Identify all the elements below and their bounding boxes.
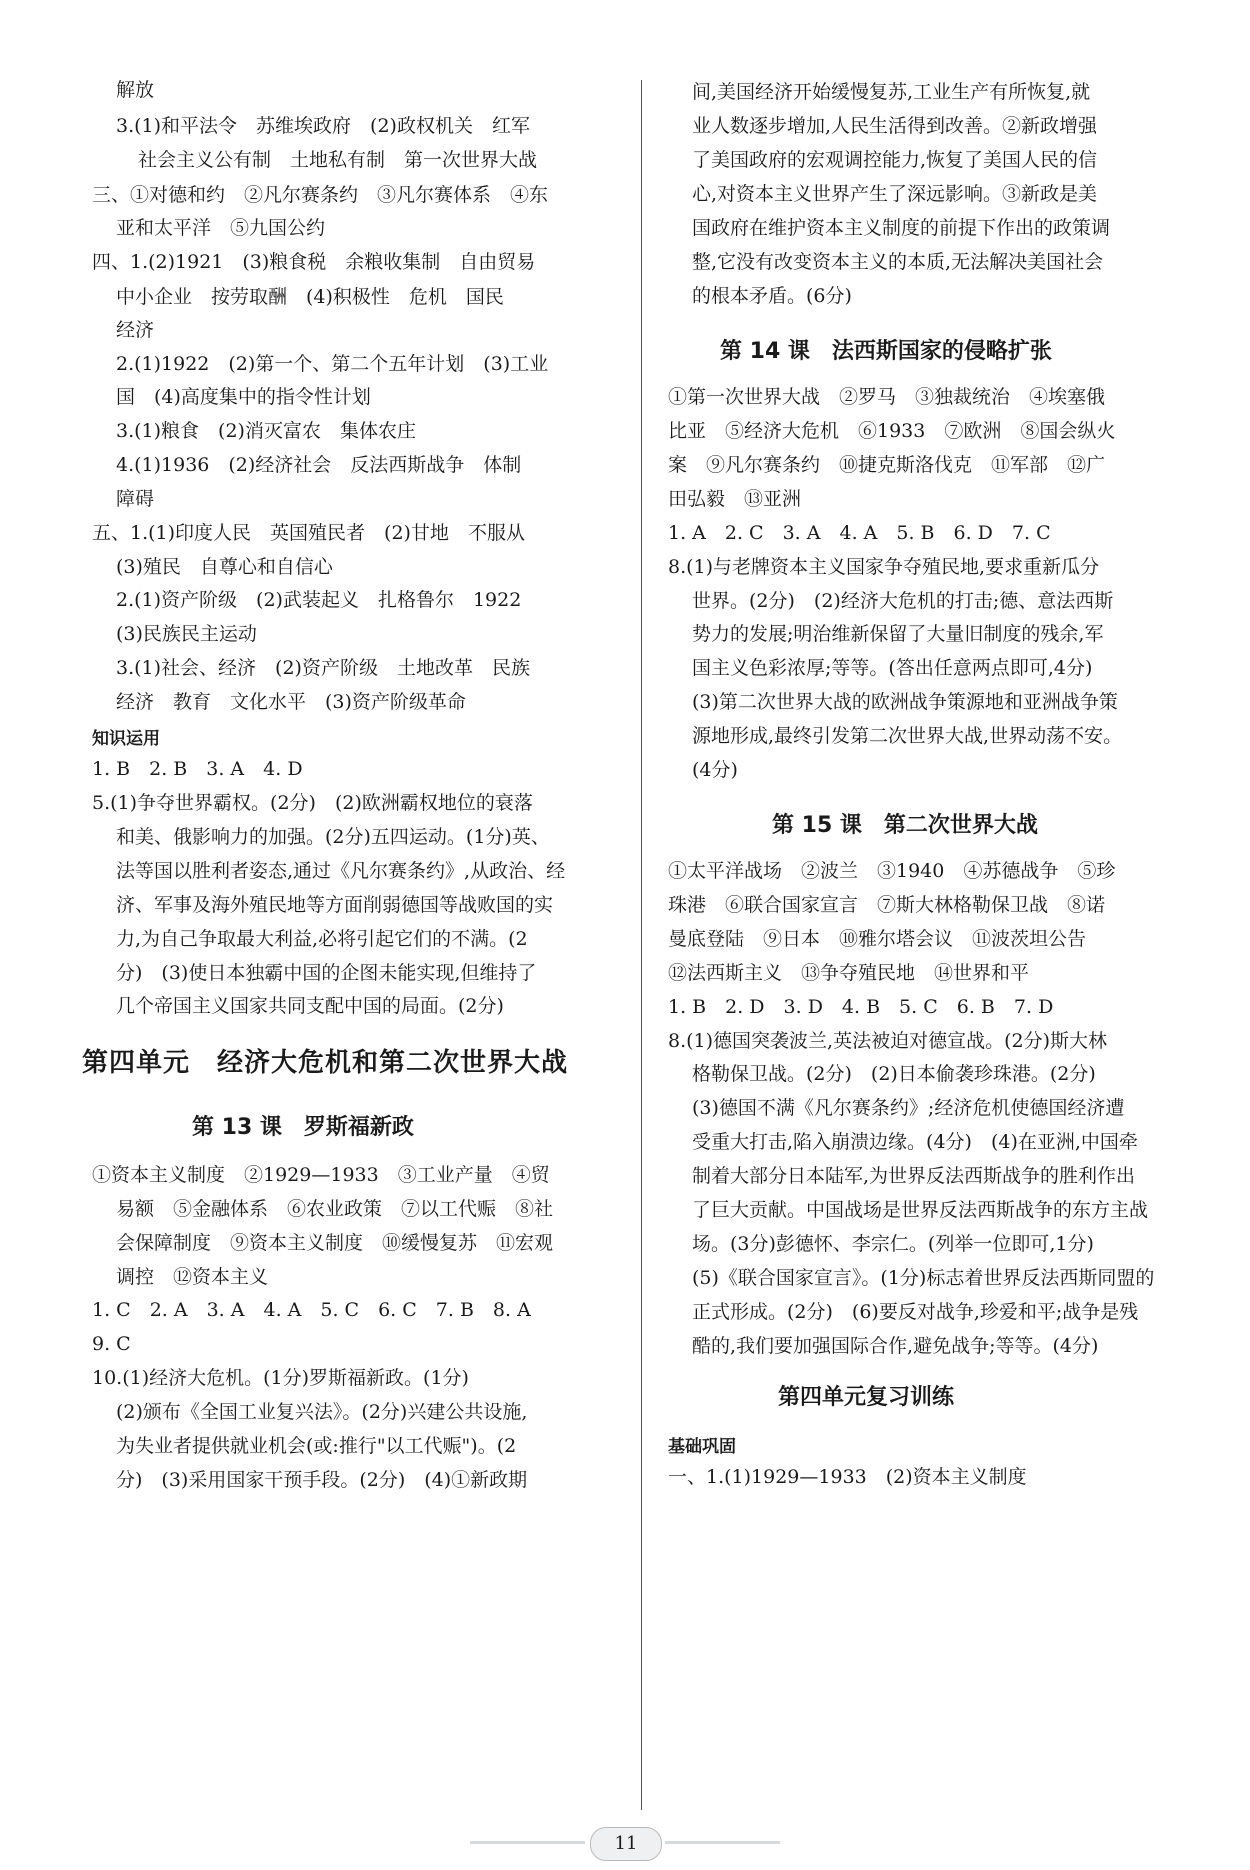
text-line: 3.(1)社会、经济 (2)资产阶级 土地改革 民族 xyxy=(116,657,530,679)
text-line: 受重大打击,陷入崩溃边缘。(4分) (4)在亚洲,中国牵 xyxy=(692,1131,1138,1153)
text-line: 心,对资本主义世界产生了深远影响。③新政是美 xyxy=(692,183,1098,205)
section-heading: 基础巩固 xyxy=(668,1437,736,1457)
text-line: 世界。(2分) (2)经济大危机的打击;德、意法西斯 xyxy=(692,590,1114,612)
text-line: 源地形成,最终引发第二次世界大战,世界动荡不安。 xyxy=(692,725,1123,747)
column-divider xyxy=(641,80,642,1810)
text-line: (2)颁布《全国工业复兴法》。(2分)兴建公共设施, xyxy=(116,1401,528,1423)
text-line: 国政府在维护资本主义制度的前提下作出的政策调 xyxy=(692,217,1111,239)
text-line: 5.(1)争夺世界霸权。(2分) (2)欧洲霸权地位的衰落 xyxy=(92,792,533,814)
text-line: 几个帝国主义国家共同支配中国的局面。(2分) xyxy=(116,995,504,1017)
text-line: 间,美国经济开始缓慢复苏,工业生产有所恢复,就 xyxy=(692,81,1091,103)
text-line: 了巨大贡献。中国战场是世界反法西斯战争的东方主战 xyxy=(692,1199,1149,1221)
text-line: 田弘毅 ⑬亚洲 xyxy=(668,488,802,510)
text-line: ①第一次世界大战 ②罗马 ③独裁统治 ④埃塞俄 xyxy=(668,386,1106,408)
answer-line: 1. A 2. C 3. A 4. A 5. B 6. D 7. C xyxy=(668,522,1051,544)
text-line: 易额 ⑤金融体系 ⑥农业政策 ⑦以工代赈 ⑧社 xyxy=(116,1198,554,1220)
text-line: 社会主义公有制 土地私有制 第一次世界大战 xyxy=(138,149,538,171)
text-line: 比亚 ⑤经济大危机 ⑥1933 ⑦欧洲 ⑧国会纵火 xyxy=(668,420,1116,442)
text-line: 分) (3)使日本独霸中国的企图未能实现,但维持了 xyxy=(116,962,537,984)
answer-line: 1. C 2. A 3. A 4. A 5. C 6. C 7. B 8. A xyxy=(92,1299,531,1321)
text-line: (3)殖民 自尊心和自信心 xyxy=(116,556,333,578)
text-line: 制着大部分日本陆军,为世界反法西斯战争的胜利作出 xyxy=(692,1165,1136,1187)
answer-line: 1. B 2. B 3. A 4. D xyxy=(92,758,303,780)
text-line: 解放 xyxy=(116,79,155,101)
text-line: 会保障制度 ⑨资本主义制度 ⑩缓慢复苏 ⑪宏观 xyxy=(116,1232,554,1254)
text-line: 四、1.(2)1921 (3)粮食税 余粮收集制 自由贸易 xyxy=(92,251,536,273)
text-line: 经济 xyxy=(116,319,155,341)
text-line: 和美、俄影响力的加强。(2分)五四运动。(1分)英、 xyxy=(116,826,550,848)
text-line: 五、1.(1)印度人民 英国殖民者 (2)甘地 不服从 xyxy=(92,522,525,544)
footer-decoration-right xyxy=(665,1841,780,1844)
text-line: 法等国以胜利者姿态,通过《凡尔赛条约》,从政治、经 xyxy=(116,860,566,882)
text-line: 的根本矛盾。(6分) xyxy=(692,285,852,307)
text-line: (3)第二次世界大战的欧洲战争策源地和亚洲战争策 xyxy=(692,691,1118,713)
text-line: 国主义色彩浓厚;等等。(答出任意两点即可,4分) xyxy=(692,657,1093,679)
text-line: 3.(1)粮食 (2)消灭富农 集体农庄 xyxy=(116,420,416,442)
text-line: 分) (3)采用国家干预手段。(2分) (4)①新政期 xyxy=(116,1469,528,1491)
text-line: ①太平洋战场 ②波兰 ③1940 ④苏德战争 ⑤珍 xyxy=(668,860,1116,882)
lesson-title: 第 15 课 第二次世界大战 xyxy=(772,813,1038,838)
page-number: 11 xyxy=(590,1827,662,1861)
lesson-title: 第 13 课 罗斯福新政 xyxy=(192,1115,414,1140)
text-line: ①资本主义制度 ②1929—1933 ③工业产量 ④贸 xyxy=(92,1164,550,1186)
text-line: 4.(1)1936 (2)经济社会 反法西斯战争 体制 xyxy=(116,454,522,476)
text-line: 案 ⑨凡尔赛条约 ⑩捷克斯洛伐克 ⑪军部 ⑫广 xyxy=(668,454,1106,476)
text-line: (4分) xyxy=(692,759,738,781)
text-line: (3)民族民主运动 xyxy=(116,623,257,645)
text-line: ⑫法西斯主义 ⑬争夺殖民地 ⑭世界和平 xyxy=(668,962,1030,984)
text-line: 正式形成。(2分) (6)要反对战争,珍爱和平;战争是残 xyxy=(692,1301,1139,1323)
lesson-title: 第 14 课 法西斯国家的侵略扩张 xyxy=(720,339,1052,364)
text-line: 场。(3分)彭德怀、李宗仁。(列举一位即可,1分) xyxy=(692,1233,1094,1255)
text-line: 了美国政府的宏观调控能力,恢复了美国人民的信 xyxy=(692,149,1098,171)
text-line: 中小企业 按劳取酬 (4)积极性 危机 国民 xyxy=(116,286,504,308)
answer-line: 1. B 2. D 3. D 4. B 5. C 6. B 7. D xyxy=(668,996,1054,1018)
text-line: 经济 教育 文化水平 (3)资产阶级革命 xyxy=(116,691,466,713)
text-line: 整,它没有改变资本主义的本质,无法解决美国社会 xyxy=(692,251,1104,273)
text-line: 为失业者提供就业机会(或:推行"以工代赈")。(2 xyxy=(116,1435,517,1457)
text-line: 调控 ⑫资本主义 xyxy=(116,1266,269,1288)
text-line: 济、军事及海外殖民地等方面削弱德国等战败国的实 xyxy=(116,894,554,916)
unit-title: 第四单元 经济大危机和第二次世界大战 xyxy=(82,1048,569,1078)
review-title: 第四单元复习训练 xyxy=(778,1385,955,1410)
text-line: 业人数逐步增加,人民生活得到改善。②新政增强 xyxy=(692,115,1098,137)
text-line: (3)德国不满《凡尔赛条约》;经济危机使德国经济遭 xyxy=(692,1097,1125,1119)
section-heading: 知识运用 xyxy=(92,729,160,749)
answer-line: 9. C xyxy=(92,1333,131,1355)
footer-decoration-left xyxy=(470,1841,585,1844)
text-line: 10.(1)经济大危机。(1分)罗斯福新政。(1分) xyxy=(92,1367,469,1389)
text-line: 酷的,我们要加强国际合作,避免战争;等等。(4分) xyxy=(692,1335,1099,1357)
text-line: 2.(1)资产阶级 (2)武装起义 扎格鲁尔 1922 xyxy=(116,589,522,611)
text-line: 珠港 ⑥联合国家宣言 ⑦斯大林格勒保卫战 ⑧诺 xyxy=(668,894,1106,916)
text-line: 国 (4)高度集中的指令性计划 xyxy=(116,386,371,408)
text-line: 3.(1)和平法令 苏维埃政府 (2)政权机关 红军 xyxy=(116,115,530,137)
text-line: 障碍 xyxy=(116,488,155,510)
text-line: 力,为自己争取最大利益,必将引起它们的不满。(2 xyxy=(116,928,528,950)
text-line: 势力的发展;明治维新保留了大量旧制度的残余,军 xyxy=(692,623,1104,645)
text-line: 亚和太平洋 ⑤九国公约 xyxy=(116,217,326,239)
text-line: 曼底登陆 ⑨日本 ⑩雅尔塔会议 ⑪波茨坦公告 xyxy=(668,928,1087,950)
text-line: 格勒保卫战。(2分) (2)日本偷袭珍珠港。(2分) xyxy=(692,1063,1096,1085)
text-line: 三、①对德和约 ②凡尔赛条约 ③凡尔赛体系 ④东 xyxy=(92,184,549,206)
text-line: 8.(1)德国突袭波兰,英法被迫对德宣战。(2分)斯大林 xyxy=(668,1030,1107,1052)
text-line: (5)《联合国家宣言》。(1分)标志着世界反法西斯同盟的 xyxy=(692,1267,1155,1289)
text-line: 8.(1)与老牌资本主义国家争夺殖民地,要求重新瓜分 xyxy=(668,556,1100,578)
text-line: 一、1.(1)1929—1933 (2)资本主义制度 xyxy=(668,1466,1027,1488)
text-line: 2.(1)1922 (2)第一个、第二个五年计划 (3)工业 xyxy=(116,353,549,375)
